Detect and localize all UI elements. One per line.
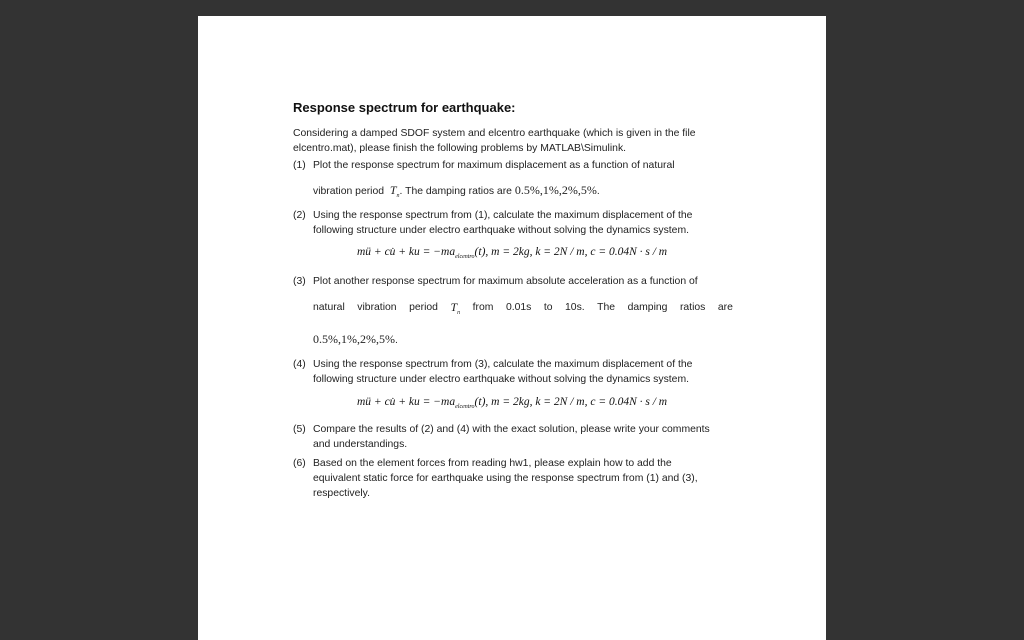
intro-line-1: Considering a damped SDOF system and elcentro earthquake (which is given in the file (293, 128, 696, 139)
problem-number: (5) (293, 424, 306, 435)
intro-paragraph (293, 126, 731, 156)
word: period (409, 302, 438, 313)
period-symbol: T (450, 300, 458, 314)
problem-3-line-3 (313, 332, 733, 348)
document-title: Response spectrum for earthquake: (293, 100, 516, 115)
problem-6-line-1: Based on the element forces from reading hw1, please explain how to add the (313, 458, 672, 469)
problem-5-line-2: and understandings. (313, 439, 408, 450)
word: The (597, 302, 616, 313)
problem-6-line-2: equivalent static force for earthquake using the response spectrum from (1) and (3), (313, 473, 698, 484)
equation-rhs: (t), m = 2kg, k = 2N / m, c = 0.04N · s / m (474, 396, 668, 408)
problem-2 (293, 208, 733, 238)
problem-6-line-3: respectively. (313, 488, 370, 499)
problem-number: (4) (293, 359, 306, 370)
word: 0.01s (505, 302, 532, 313)
equation-lhs: mü + cu̇ + ku = −ma (357, 246, 456, 258)
intro-line-2: elcentro.mat), please finish the following problems by MATLAB\Simulink. (293, 143, 627, 154)
problem-1-line-1: Plot the response spectrum for maximum displacement as a function of natural (313, 160, 675, 171)
problem-4-line-2: following structure under electro earthquake without solving the dynamics system. (313, 374, 689, 385)
word: damping (627, 302, 668, 313)
problem-5-line-1: Compare the results of (2) and (4) with the exact solution, please write your comments (313, 424, 710, 435)
problem-6 (293, 456, 733, 501)
problem-2-line-2: following structure under electro earthquake without solving the dynamics system. (313, 225, 689, 236)
equation-lhs: mü + cu̇ + ku = −ma (357, 396, 456, 408)
problem-number: (6) (293, 458, 306, 469)
word: ratios (679, 302, 706, 313)
problem-1 (293, 158, 733, 204)
period-symbol-subscript: n (396, 193, 400, 199)
problem-3-line-1: Plot another response spectrum for maximum absolute acceleration as a function of (313, 276, 698, 287)
problem-3-text-end: . (394, 335, 398, 346)
word: from (472, 302, 494, 313)
word: natural (313, 302, 345, 313)
period-symbol: T (389, 183, 397, 197)
damping-ratios: 0.5%,1%,2%,5% (313, 332, 395, 346)
problem-1-line-2 (313, 183, 733, 204)
problem-1-text-pre: vibration period (313, 186, 385, 197)
problem-3 (293, 274, 733, 348)
problem-1-text-mid: . The damping ratios are (399, 186, 512, 197)
problem-number: (2) (293, 210, 306, 221)
equation-rhs: (t), m = 2kg, k = 2N / m, c = 0.04N · s / m (474, 246, 668, 258)
word: 10s. (565, 302, 585, 313)
equation-subscript: elcentro (455, 404, 475, 410)
equation-subscript: elcentro (455, 254, 475, 260)
word: are (717, 302, 733, 313)
problem-number: (1) (293, 160, 306, 171)
problem-4 (293, 357, 733, 387)
problem-5 (293, 422, 733, 452)
word: vibration (357, 302, 397, 313)
damping-ratios: 0.5%,1%,2%,5% (514, 183, 597, 197)
equation-2 (357, 246, 667, 260)
period-symbol-group (450, 300, 460, 321)
problem-1-text-end: . (596, 186, 600, 197)
problem-number: (3) (293, 276, 306, 287)
equation-4 (357, 396, 667, 410)
word: to (543, 302, 553, 313)
problem-2-line-1: Using the response spectrum from (1), calculate the maximum displacement of the (313, 210, 693, 221)
problem-4-line-1: Using the response spectrum from (3), calculate the maximum displacement of the (313, 359, 693, 370)
document-page (198, 16, 826, 640)
period-symbol-subscript: n (457, 310, 461, 316)
problem-3-line-2 (313, 300, 733, 321)
